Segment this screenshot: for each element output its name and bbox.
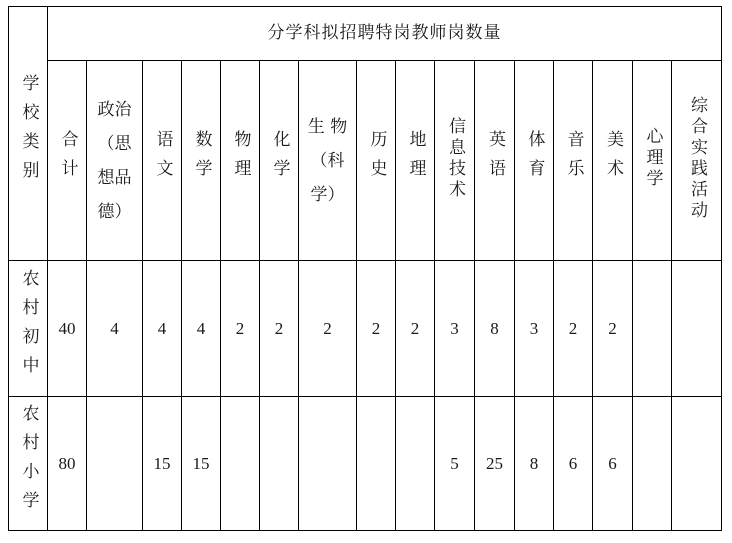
table-cell: 6	[593, 397, 633, 531]
col-header-english: 英语	[475, 61, 515, 261]
table-cell: 25	[475, 397, 515, 531]
table-cell: 2	[593, 261, 633, 397]
col-header-total: 合计	[48, 61, 87, 261]
table-cell	[672, 261, 722, 397]
col-header-pe: 体育	[515, 61, 554, 261]
table-row	[9, 261, 722, 397]
table-cell	[633, 261, 672, 397]
table-cell	[396, 397, 435, 531]
col-header-chemistry: 化学	[260, 61, 299, 261]
table-row	[9, 397, 722, 531]
col-header-politics: 政治（思想品德）	[87, 61, 143, 261]
school-type-header-text: 学校类别	[18, 73, 39, 190]
table-cell: 3	[515, 261, 554, 397]
table-cell: 3	[435, 261, 475, 397]
table-cell	[260, 397, 299, 531]
table-cell: 15	[143, 397, 182, 531]
table-cell: 2	[554, 261, 593, 397]
column-header-row	[9, 61, 722, 261]
table-cell: 2	[299, 261, 357, 397]
col-header-geography: 地理	[396, 61, 435, 261]
col-header-chinese: 语文	[143, 61, 182, 261]
col-header-art: 美术	[593, 61, 633, 261]
table-title: 分学科拟招聘特岗教师岗数量	[48, 7, 722, 61]
table-cell: 15	[182, 397, 221, 531]
table-cell	[633, 397, 672, 531]
col-header-psychology: 心理学	[633, 61, 672, 261]
table-cell: 4	[182, 261, 221, 397]
table-cell	[221, 397, 260, 531]
table-cell: 2	[221, 261, 260, 397]
table-cell: 40	[48, 261, 87, 397]
row-label-rural-primary: 农村小学	[9, 397, 48, 531]
table-cell: 6	[554, 397, 593, 531]
table-cell: 8	[515, 397, 554, 531]
teacher-positions-table	[8, 6, 722, 531]
table-cell	[299, 397, 357, 531]
col-header-biology: 生 物（科学）	[299, 61, 357, 261]
table-cell	[672, 397, 722, 531]
table-cell	[357, 397, 396, 531]
table-cell: 2	[260, 261, 299, 397]
table-cell: 8	[475, 261, 515, 397]
col-header-math: 数学	[182, 61, 221, 261]
col-header-history: 历史	[357, 61, 396, 261]
col-header-practice: 综合实践活动	[672, 61, 722, 261]
table-cell	[87, 397, 143, 531]
title-row	[9, 7, 722, 61]
row-label-rural-middle: 农村初中	[9, 261, 48, 397]
table-cell: 2	[357, 261, 396, 397]
table-cell: 5	[435, 397, 475, 531]
col-header-physics: 物理	[221, 61, 260, 261]
table-cell: 2	[396, 261, 435, 397]
table-cell: 4	[143, 261, 182, 397]
school-type-header	[9, 7, 48, 261]
col-header-music: 音乐	[554, 61, 593, 261]
col-header-it: 信息技术	[435, 61, 475, 261]
table-cell: 80	[48, 397, 87, 531]
table-cell: 4	[87, 261, 143, 397]
